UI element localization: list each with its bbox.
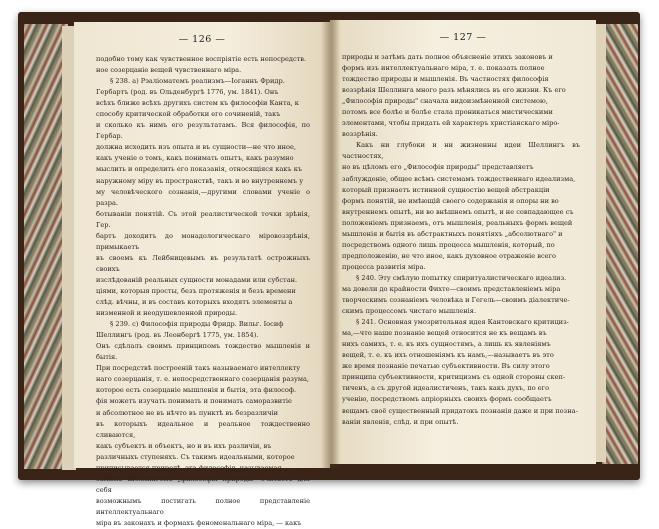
page-number-left: — 126 — <box>178 34 226 45</box>
text-line: вещамъ своё существенный придатокъ познанія даже и при позна- <box>342 406 578 415</box>
text-line: воззрѣнія Шеллинга много разъ мѣнялись въ его жизни. Къ его <box>342 86 566 95</box>
text-line: положеніемъ признаемъ, отъ мышленія, реальныхъ формъ вещей <box>342 218 573 227</box>
text-line: и сколько къ нимъ его результатамъ. Вся философія, по Гербар. <box>96 121 310 141</box>
text-line: заблужденіе, общее всѣмъ системамъ тождественнаго идеализма, <box>342 174 576 183</box>
text-line: которое есть созерцаніе мышленія и бытія, эта философ. <box>96 386 297 395</box>
text-line: При посредствѣ построеній такъ называемаго интеллекту <box>96 364 301 373</box>
text-line: же время познаніе печатью субъективности. Въ силу этого <box>342 362 550 371</box>
text-line: въ которыхъ идеальное и реальное тождественно сливаются, <box>96 419 310 439</box>
text-line: бартъ доходитъ до монадологическаго міровоззрѣнія, примыкаетъ <box>96 231 310 251</box>
text-line: возможнымъ постигать полное представленіе интеллектуальнаго <box>96 496 310 516</box>
text-line: посредствомъ одного лишь процесса мышленія, который, по <box>342 240 555 249</box>
text-line: но въ цѣломъ его „Философія природы" представляетъ <box>342 163 534 172</box>
right-page <box>330 20 596 464</box>
text-line: воззрѣнія. <box>342 130 378 139</box>
text-line: мыслить и определить его показанія, относящіяся какъ къ <box>96 165 303 174</box>
text-line: ціями, которыя просты, безъ протяженія и безъ времени <box>96 286 296 295</box>
text-line: процесса развитія міра. <box>342 262 426 271</box>
text-line: міра въ законахъ и формахъ феноменальнаго міра, — какъ <box>96 518 302 527</box>
text-line: нихъ самихъ, т. е. къ ихъ сущностямъ, а лишь къ явленіямъ <box>342 340 551 349</box>
text-line: творческимъ сознаніемъ человѣка и Гегель—своимъ діалектиче- <box>342 296 570 305</box>
text-line: ваніи явленія, слѣд. и при опытѣ. <box>342 417 459 426</box>
text-line: ученію, посредствомъ апріорныхъ своихъ формъ сообщаетъ <box>342 395 552 404</box>
right-page-text <box>342 52 580 428</box>
text-line: и абсолютное не въ нѣчто въ пунктѣ въ безразличіи <box>96 408 279 417</box>
text-line: низменной и неодушевленной природы. <box>96 309 238 318</box>
text-line: ма,—что наше познаніе вещей относится не къ вещамъ въ <box>342 329 547 338</box>
marbled-endpaper-right <box>602 24 638 464</box>
page-number-right: — 127 — <box>439 32 487 43</box>
text-line: элементами, чтобы придать ей характеръ христіанскаго міро- <box>342 119 560 128</box>
text-line: изслѣдованій реальных сущности монадами или субстан. <box>96 275 298 284</box>
text-line: „Философія природы" сначала видоизмѣненной системою, <box>342 97 548 106</box>
text-line: наружному міру въ пространствѣ, такъ и во внутреннемъ у <box>96 176 304 185</box>
text-line: тиченъ, а съ другой идеалистиченъ, такъ какъ духъ, по его <box>342 384 550 393</box>
text-line: подобно тому как чувственное воспріятіе есть непосредств. <box>96 55 307 63</box>
book-gutter-shadow <box>322 20 340 468</box>
text-line: ма довели до крайности Фихте—своимъ представленіемъ міра <box>342 284 561 293</box>
text-line: Шеллингъ (род. въ Леонбергѣ 1775, ум. 1854). <box>96 331 259 340</box>
text-line: Гербартъ (род. въ Ольденбургѣ 1776, ум. 1841). Онъ <box>96 88 279 97</box>
text-line: вещей, т. е. къ ихъ отношеніямъ къ намъ,—называетъ въ это <box>342 351 554 360</box>
text-line: ботываніи понятій. Съ этой реалистической точки зрѣнія, Гер. <box>96 209 310 229</box>
text-line: потомъ все болѣе и болѣе стала проникаться мистическими <box>342 108 553 117</box>
section-heading: § 239. с) Философія природы Фридр. Вильг. Іосиф <box>110 320 284 329</box>
text-line: фія можетъ изучать понимать и понимать саморазвитіе <box>96 397 292 406</box>
text-line: мышленія и бытія въ абстрактныхъ понятіяхъ „абсолютнаго" и <box>342 229 563 238</box>
text-line: способу критической обработки его сочиненій, такъ <box>96 110 281 119</box>
text-line: Онъ сдѣлалъ своимъ принципомъ тождество мышленія и бытія. <box>96 342 310 362</box>
text-line: внутреннемъ опытѣ, ни во внѣшнемъ опытѣ, и не совпадающее съ <box>342 207 574 216</box>
text-line: формъ изъ интеллектуальнаго міра, т. е. показать полное <box>342 64 545 73</box>
text-line: природы и затѣмъ дать полное объясненіе этихъ законовъ и <box>342 53 553 61</box>
text-line: приписывается природѣ, эта философія, называемая <box>96 463 282 472</box>
left-page <box>74 22 330 527</box>
left-page-text <box>96 54 310 529</box>
text-line: который признаетъ истинной сущностію вещей абстракціи <box>342 185 550 194</box>
text-line: тождество природы и мышленія. Въ частностях философія <box>342 75 549 84</box>
text-line: слѣд. вѣчны, и въ составъ которыхъ входятъ элементы а <box>96 298 293 307</box>
text-line: скимъ процессомъ чистаго мышленія. <box>342 307 477 316</box>
section-heading: § 240. Эту смѣлую попытку спиритуалистическаго идеализ. <box>356 273 567 282</box>
text-line: самимъ Шеллингомъ „философія природы" считаетъ для себя <box>96 474 310 494</box>
text-line: му человѣческого сознанія,—другими словами ученіе о разра. <box>96 187 310 207</box>
text-line: всѣхъ ближе всѣхъ другихъ систем къ философіи Канта, к <box>96 99 299 108</box>
text-line: различныхъ ступеняхъ. Съ такимъ идеальными, которое <box>96 452 295 461</box>
text-line: ное созерцаніе вещей чувственнаго міра. <box>96 66 242 75</box>
text-line: наго созерцанія, т. е. непосредственнаго созерцанія разума, <box>96 375 310 384</box>
section-heading: § 238. а) Рэаліоматемъ реализмъ—Іоганнъ Фридр. <box>110 77 285 86</box>
text-line: въ своемъ къ Лейбницевымъ въ результатѣ острожныхъ своихъ <box>96 253 310 273</box>
text-line: формъ понятій, не имѣющій своего содержанія и опоры ни во <box>342 196 559 205</box>
text-line: должна исходить изъ опыта и въ сущности—не что иное, <box>96 143 296 152</box>
text-line: предположенію, не что иное, какъ духовное отраженіе всего <box>342 251 556 260</box>
text-line: принципа субъективности, критицизмъ съ одной стороны скеп- <box>342 373 566 382</box>
section-heading: § 241. Основная умозрительная идея Кантовскаго критициз- <box>356 318 569 327</box>
text-line: какъ субъектъ и объектъ, но и въ ихъ различіи, въ <box>96 441 272 450</box>
text-line: какъ ученіе о томъ, какъ понимать опытъ, какъ разумно <box>96 154 294 163</box>
text-line: Какъ ни глубоки и ни жизненны идеи Шеллингъ въ частностях, <box>342 141 580 161</box>
